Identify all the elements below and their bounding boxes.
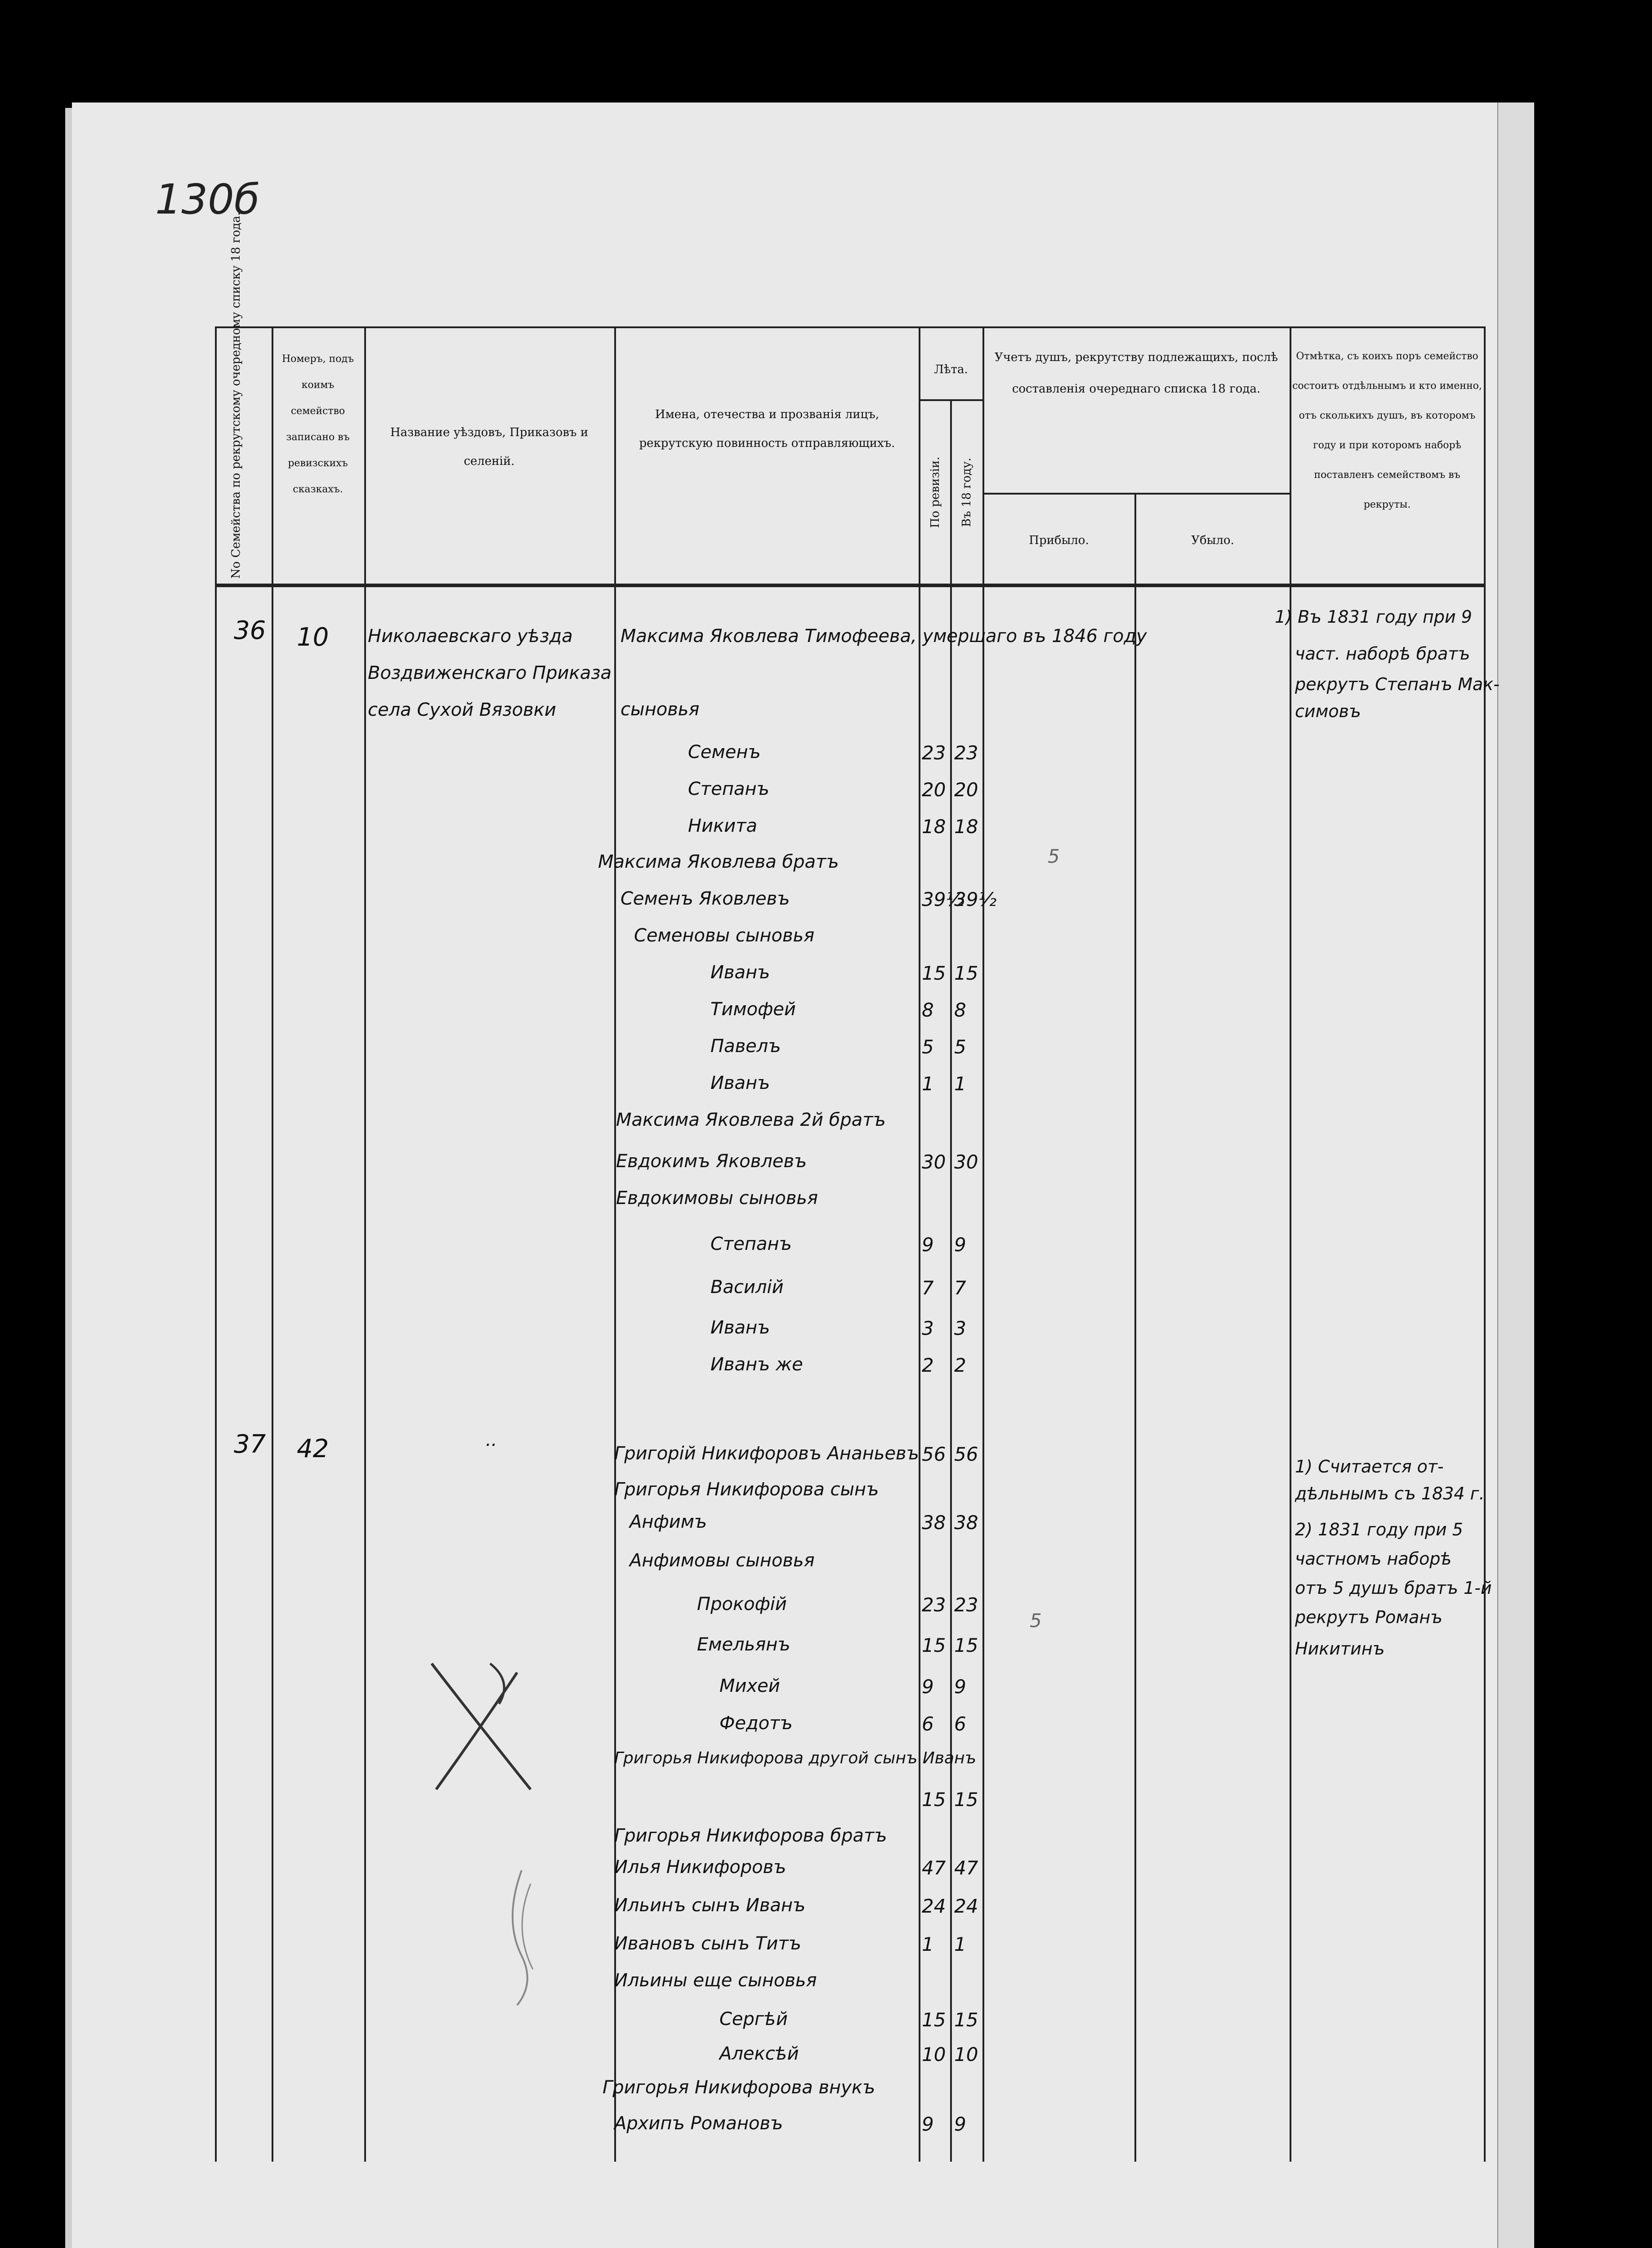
age-year: 24 (954, 1895, 978, 1917)
pencil-scribble (495, 1866, 549, 2010)
age-revision: 15 (922, 962, 946, 984)
note-line: рекрутъ Романъ (1295, 1607, 1442, 1627)
name-entry: Максима Яковлева 2й братъ (616, 1110, 886, 1130)
age-year: 23 (954, 742, 978, 764)
header-leta: Лѣта. (934, 363, 968, 376)
age-year: 56 (954, 1443, 978, 1465)
family-number: 37 (234, 1430, 266, 1459)
age-year: 9 (954, 1234, 966, 1256)
col-line (1134, 493, 1136, 2162)
name-entry: Ильины еще сыновья (614, 1970, 817, 1991)
name-entry: Иванъ (710, 962, 770, 983)
age-revision: 38 (922, 1512, 946, 1534)
age-revision: 5 (922, 1036, 934, 1058)
tally-mark: 5 (1030, 1610, 1042, 1632)
age-year: 23 (954, 1594, 978, 1616)
age-revision: 23 (922, 742, 946, 764)
age-revision: 15 (922, 1789, 946, 1811)
name-entry: Михей (719, 1676, 780, 1696)
name-entry: Семенъ Яковлевъ (621, 888, 790, 909)
name-entry: Степанъ (710, 1234, 792, 1254)
name-entry: Григорья Никифорова братъ (614, 1825, 887, 1846)
age-revision: 39½ (922, 888, 964, 910)
age-year: 18 (954, 816, 978, 838)
name-entry: Илья Никифоровъ (614, 1857, 786, 1878)
age-year: 39½ (954, 888, 997, 910)
name-entry: Анфимовы сыновья (630, 1550, 815, 1571)
age-revision: 7 (922, 1277, 934, 1299)
age-year: 7 (954, 1277, 966, 1299)
age-revision: 9 (922, 1676, 934, 1698)
header-place: Название уѣздовъ, Приказовъ и селеній. (390, 426, 589, 468)
note-line: част. наборѣ братъ (1295, 644, 1470, 664)
note-line: симовъ (1295, 701, 1361, 721)
age-revision: 15 (922, 2009, 946, 2031)
name-entry: Емельянъ (697, 1634, 790, 1655)
header-top-line (215, 326, 1486, 328)
name-entry: Иванъ (710, 1073, 770, 1093)
age-year: 3 (954, 1317, 966, 1339)
revision-number: 10 (297, 623, 329, 652)
header-leta-year: Въ 18 году. (960, 457, 973, 527)
name-entry: Федотъ (719, 1713, 793, 1734)
age-revision: 15 (922, 1634, 946, 1656)
name-entry: Архипъ Романовъ (614, 2113, 783, 2134)
col-line (1484, 327, 1486, 2162)
age-revision: 8 (922, 999, 934, 1021)
pencil-cross-mark (423, 1655, 540, 1798)
age-revision: 47 (922, 1857, 946, 1879)
col-line (215, 327, 217, 2162)
col-line (364, 327, 366, 2162)
age-year: 1 (954, 1073, 966, 1095)
age-year: 38 (954, 1512, 978, 1534)
age-year: 1 (954, 1933, 966, 1955)
revision-number: 42 (297, 1434, 329, 1463)
note-line: дѣльнымъ съ 1834 г. (1295, 1484, 1485, 1503)
age-revision: 18 (922, 816, 946, 838)
age-year: 15 (954, 962, 978, 984)
age-year: 15 (954, 1634, 978, 1656)
name-entry: Анфимъ (630, 1512, 707, 1532)
age-revision: 30 (922, 1151, 946, 1173)
name-entry: Ивановъ сынъ Титъ (614, 1933, 801, 1954)
header-otmetka: Отмѣтка, съ коихъ поръ семейство состоитъ отдѣльнымъ и кто именно, отъ сколькихъ душъ, въ которомъ году и при которомъ наборѣ поставленъ семействомъ въ рекруты. (1292, 351, 1482, 510)
folio-number: 130б (155, 175, 260, 223)
name-entry: Евдокимовы сыновья (616, 1188, 818, 1209)
age-revision: 3 (922, 1317, 934, 1339)
name-entry: Григорья Никифорова внукъ (603, 2077, 875, 2098)
name-entry: Прокофій (697, 1594, 787, 1615)
col-line (614, 327, 616, 2162)
page-edge-right (1497, 103, 1534, 2248)
age-revision: 9 (922, 1234, 934, 1256)
age-year: 2 (954, 1354, 966, 1376)
name-entry: Максима Яковлева Тимофеева, умершаго въ 1846 году (621, 626, 1147, 647)
header-pribylo: Прибыло. (1029, 534, 1089, 547)
age-revision: 10 (922, 2043, 946, 2065)
tally-mark: 5 (1048, 845, 1060, 867)
name-entry: Иванъ (710, 1317, 770, 1338)
age-year: 5 (954, 1036, 966, 1058)
name-entry: Григорья Никифорова другой сынъ Иванъ (614, 1749, 977, 1767)
family-number: 36 (234, 616, 266, 645)
note-line: 1) Считается от- (1295, 1457, 1444, 1476)
col-line (1290, 327, 1291, 2162)
note-line: Никитинъ (1295, 1639, 1385, 1659)
age-year: 47 (954, 1857, 978, 1879)
age-revision: 2 (922, 1354, 934, 1376)
age-revision: 6 (922, 1713, 934, 1735)
age-year: 15 (954, 1789, 978, 1811)
note-line: 2) 1831 году при 5 (1295, 1520, 1463, 1539)
col-line (272, 327, 273, 2162)
name-entry: Никита (688, 816, 758, 836)
name-entry: Григорья Никифорова сынъ (614, 1479, 879, 1500)
name-entry: Ильинъ сынъ Иванъ (614, 1895, 806, 1916)
name-entry: Павелъ (710, 1036, 781, 1057)
age-year: 6 (954, 1713, 966, 1735)
name-entry: Евдокимъ Яковлевъ (616, 1151, 807, 1172)
note-line: рекрутъ Степанъ Мак- (1295, 674, 1500, 694)
name-entry: Василій (710, 1277, 784, 1298)
name-entry: Иванъ же (710, 1354, 803, 1375)
header-bottom-line (215, 584, 1486, 587)
age-year: 8 (954, 999, 966, 1021)
header-uchet: Учетъ душъ, рекрутству подлежащихъ, послѣ составленія очереднаго списка 18 года. (994, 351, 1278, 396)
name-entry: Алексѣй (719, 2043, 799, 2064)
header-revision-no: Номеръ, подъ коимъ семейство записано въ ревизскихъ сказкахъ. (281, 353, 354, 495)
name-entry: сыновья (621, 699, 700, 720)
name-entry: Степанъ (688, 779, 769, 799)
age-revision: 9 (922, 2113, 934, 2135)
age-year: 30 (954, 1151, 978, 1173)
age-year: 9 (954, 2113, 966, 2135)
header-ubylo: Убыло. (1191, 534, 1234, 547)
name-entry: Тимофей (710, 999, 796, 1020)
age-year: 15 (954, 2009, 978, 2031)
age-revision: 1 (922, 1933, 934, 1955)
col-line (919, 327, 920, 2162)
age-year: 10 (954, 2043, 978, 2065)
age-revision: 23 (922, 1594, 946, 1616)
age-revision: 1 (922, 1073, 934, 1095)
name-entry: Григорій Никифоровъ Ананьевъ (614, 1443, 919, 1464)
header-leta-revision: По ревизіи. (929, 456, 942, 528)
age-year: 9 (954, 1676, 966, 1698)
age-year: 20 (954, 779, 978, 801)
name-entry: Максима Яковлева братъ (598, 852, 839, 872)
place-line: Николаевскаго уѣзда (368, 626, 573, 647)
header-family-no: No Семейства по рекрутскому очередному списку 18 года. (229, 212, 243, 579)
place-line: села Сухой Вязовки (368, 700, 556, 720)
name-entry: Семенъ (688, 742, 761, 763)
age-revision: 56 (922, 1443, 946, 1465)
note-line: частномъ наборѣ (1295, 1549, 1452, 1569)
row-line (982, 493, 1290, 495)
row-line (919, 399, 982, 401)
name-entry: Семеновы сыновья (634, 925, 815, 946)
col-line (950, 399, 952, 2162)
place-line: Воздвиженскаго Приказа (368, 663, 612, 683)
note-line: 1) Въ 1831 году при 9 (1275, 607, 1472, 627)
header-names: Имена, отечества и прозванія лицъ, рекрутскую повинность отправляющихъ. (639, 408, 895, 450)
note-line: отъ 5 душъ братъ 1-й (1295, 1578, 1492, 1598)
col-line (982, 327, 984, 2162)
age-revision: 20 (922, 779, 946, 801)
place-line: .. (486, 1430, 497, 1450)
age-revision: 24 (922, 1895, 946, 1917)
name-entry: Сергѣй (719, 2009, 788, 2029)
